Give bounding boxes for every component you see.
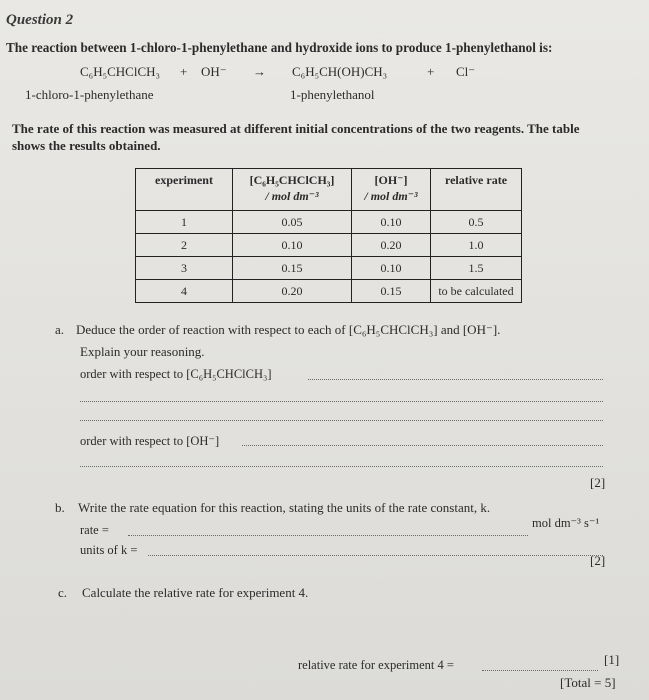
table-cell: 1.0 <box>431 234 522 257</box>
table-cell: 0.10 <box>233 234 352 257</box>
table-cell: 0.5 <box>431 211 522 234</box>
part-a-letter: a. <box>55 322 65 337</box>
rate-answer-line[interactable] <box>128 535 528 536</box>
table-header-row <box>136 169 522 211</box>
equation-plus1: + <box>180 64 188 79</box>
product-name: 1-phenylethanol <box>290 87 375 102</box>
table-cell: 0.20 <box>352 234 431 257</box>
order1-answer-line[interactable] <box>308 379 603 380</box>
part-b-question: Write the rate equation for this reaction, stating the units of the rate constant, k. <box>78 500 491 515</box>
table-cell: 0.15 <box>233 257 352 280</box>
part-b-letter: b. <box>55 500 65 515</box>
table-cell: 0.10 <box>352 211 431 234</box>
answer-line[interactable] <box>80 420 603 421</box>
units-k-label: units of k = <box>80 543 138 557</box>
total-marks: [Total = 5] <box>560 675 616 690</box>
equation-arrow: → <box>253 64 266 79</box>
relative-rate-answer-line[interactable] <box>482 670 598 671</box>
table-cell: to be calculated <box>431 280 522 303</box>
table-cell: 0.15 <box>352 280 431 303</box>
units-answer-line[interactable] <box>148 555 603 556</box>
equation-reactant1: C₆H₅CHClCH₃ <box>80 64 161 79</box>
question-title: Question 2 <box>6 12 74 28</box>
results-table <box>135 168 522 303</box>
part-c-letter: c. <box>58 585 68 600</box>
table-row <box>136 280 522 303</box>
table-cell: 3 <box>136 257 233 280</box>
table-row <box>136 234 522 257</box>
order1-label: order with respect to [C₆H₅CHClCH₃] <box>80 367 272 381</box>
order2-answer-line[interactable] <box>242 445 603 446</box>
table-header: [OH⁻] / mol dm⁻³ <box>352 169 431 211</box>
equation-plus2: + <box>427 64 435 79</box>
part-c-question: Calculate the relative rate for experiment 4. <box>82 585 309 600</box>
part-a-explain: Explain your reasoning. <box>80 344 205 359</box>
table-row <box>136 257 522 280</box>
answer-label: relative rate for experiment 4 = <box>298 658 454 672</box>
table-cell: 2 <box>136 234 233 257</box>
answer-line[interactable] <box>80 401 603 402</box>
table-row <box>136 211 522 234</box>
rate-label: rate = <box>80 523 109 537</box>
part-a-question: Deduce the order of reaction with respect to each of [C₆H₅CHClCH₃] and [OH⁻]. <box>76 322 501 337</box>
part-b-marks: [2] <box>590 553 606 568</box>
description-paragraph: The rate of this reaction was measured at different initial concentrations of the two reagents. The table shows the results obtained. <box>12 121 580 153</box>
table-cell: 1.5 <box>431 257 522 280</box>
part-a-marks: [2] <box>590 475 606 490</box>
table-cell: 0.20 <box>233 280 352 303</box>
part-c-marks: [1] <box>604 652 620 667</box>
intro-text: The reaction between 1-chloro-1-phenylethane and hydroxide ions to produce 1-phenylethanol is: <box>6 40 553 55</box>
table-header: relative rate <box>431 169 522 211</box>
table-cell: 1 <box>136 211 233 234</box>
table-header: experiment <box>136 169 233 211</box>
table-cell: 0.05 <box>233 211 352 234</box>
order2-label: order with respect to [OH⁻] <box>80 434 220 448</box>
reactant-name: 1-chloro-1-phenylethane <box>25 87 154 102</box>
answer-line[interactable] <box>80 466 603 467</box>
equation-reactant2: OH⁻ <box>201 64 227 79</box>
table-cell: 0.10 <box>352 257 431 280</box>
table-cell: 4 <box>136 280 233 303</box>
table-header: [C₆H₅CHClCH₃] / mol dm⁻³ <box>233 169 352 211</box>
equation-product2: Cl⁻ <box>456 64 476 79</box>
rate-units: mol dm⁻³ s⁻¹ <box>532 516 600 530</box>
equation-product1: C₆H₅CH(OH)CH₃ <box>292 64 388 79</box>
